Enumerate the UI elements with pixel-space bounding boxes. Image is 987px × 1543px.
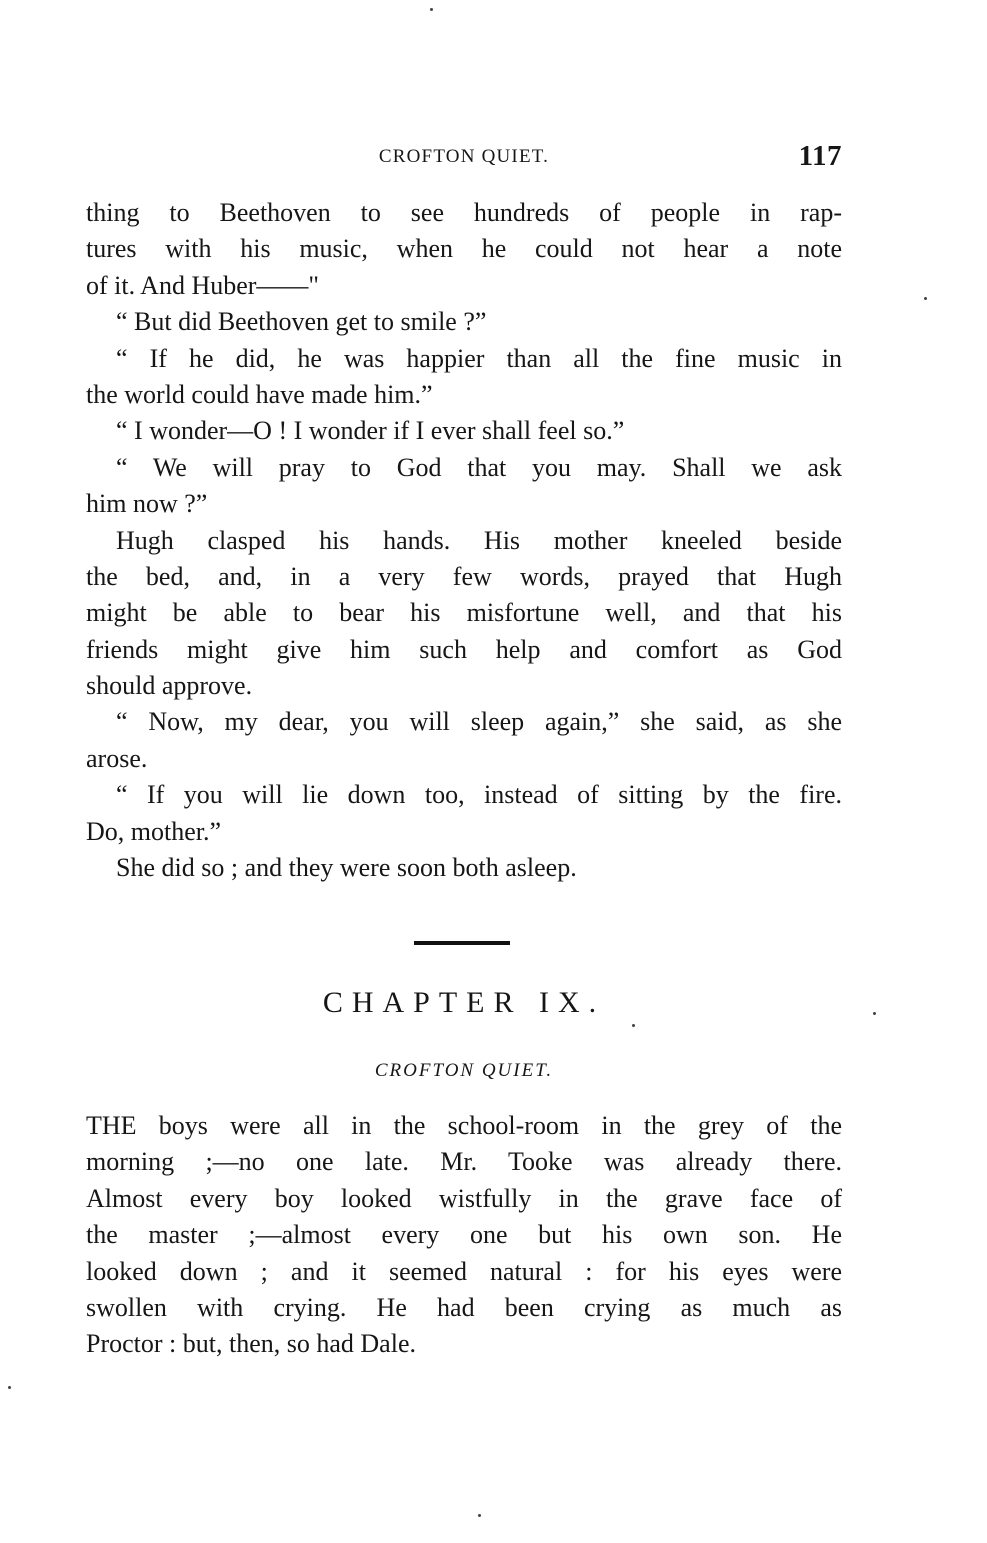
chapter-heading: CHAPTER IX.	[322, 986, 606, 1019]
text-line: “ We will pray to God that you may. Shall we ask	[116, 452, 842, 482]
text-line: the bed, and, in a very few words, prayed that Hugh	[86, 561, 842, 591]
text-line: him now ?”	[86, 489, 208, 519]
text-line: She did so ; and they were soon both asleep.	[116, 853, 577, 883]
print-speck	[873, 1012, 876, 1015]
text-line: of it. And Huber——"	[86, 270, 320, 300]
print-speck	[924, 297, 927, 300]
text-block-continuation	[86, 195, 842, 886]
running-head	[86, 140, 842, 176]
text-line: “ If you will lie down too, instead of sitting by the fire.	[116, 780, 842, 810]
text-line: should approve.	[86, 671, 253, 701]
chapter-subtitle: CROFTON QUIET.	[374, 1060, 554, 1081]
text-line: “ Now, my dear, you will sleep again,” she said, as she	[116, 707, 842, 737]
text-line: arose.	[86, 743, 148, 773]
print-speck	[8, 1386, 11, 1389]
print-speck	[478, 1514, 481, 1517]
text-line: the world could have made him.”	[86, 379, 433, 409]
text-line: tures with his music, when he could not hear a note	[86, 234, 842, 264]
text-line: “ But did Beethoven get to smile ?”	[116, 307, 487, 337]
text-line: thing to Beethoven to see hundreds of people in rap-	[86, 198, 842, 227]
text-line: morning ;—no one late. Mr. Tooke was already there.	[86, 1147, 842, 1177]
running-title: CROFTON QUIET.	[378, 146, 550, 167]
text-block-chapter-opening	[86, 1108, 842, 1363]
page-number: 117	[798, 140, 842, 172]
text-line: Do, mother.”	[86, 816, 222, 846]
text-line: the master ;—almost every one but his own son. He	[86, 1220, 842, 1250]
text-line: friends might give him such help and comfort as God	[86, 634, 842, 664]
text-line: Hugh clasped his hands. His mother kneeled beside	[116, 525, 842, 555]
print-speck	[632, 1024, 635, 1027]
print-speck	[430, 8, 433, 11]
text-line: Proctor : but, then, so had Dale.	[86, 1329, 416, 1359]
text-line: “ I wonder—O ! I wonder if I ever shall feel so.”	[116, 416, 625, 446]
section-divider-rule	[414, 941, 510, 945]
text-line: “ If he did, he was happier than all the fine music in	[116, 343, 842, 373]
text-line: might be able to bear his misfortune well, and that his	[86, 598, 842, 628]
text-line: swollen with crying. He had been crying as much as	[86, 1292, 842, 1322]
text-line: Almost every boy looked wistfully in the grave face of	[86, 1183, 842, 1213]
text-line: THE boys were all in the school-room in the grey of the	[86, 1111, 842, 1140]
text-line: looked down ; and it seemed natural : for his eyes were	[86, 1256, 842, 1286]
